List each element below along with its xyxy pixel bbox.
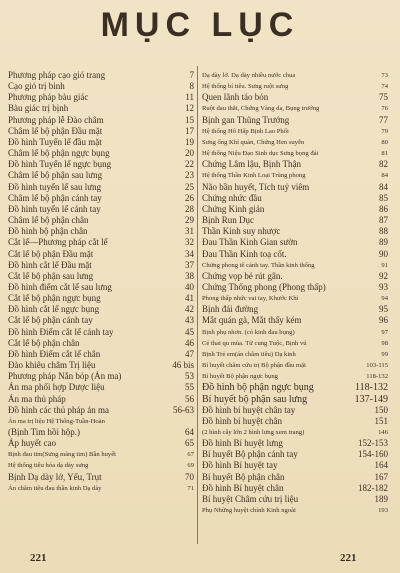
toc-entry-page: 80 [381, 138, 388, 146]
toc-entry-title: Đồ hình bí huyệt chân tay [202, 404, 296, 415]
toc-entry-title: Đồ hình Bí huyệt chân [202, 482, 284, 493]
toc-entry [202, 115, 388, 126]
toc-entry-title: Bí huyết Bộ phận ngực bụng [202, 373, 278, 381]
toc-entry-title: Bịnh gan Thũng Trướng [202, 114, 290, 125]
toc-entry-page: 151 [374, 415, 388, 426]
toc-entry [8, 237, 194, 248]
toc-entry-page: 41 [185, 293, 194, 304]
toc-entry-page: 23 [185, 170, 194, 181]
toc-entry-page: 76 [381, 105, 388, 113]
toc-entry-page: 167 [374, 471, 388, 482]
toc-entry [202, 371, 388, 382]
toc-entry-page: 37 [185, 259, 194, 270]
toc-entry [202, 126, 388, 137]
toc-entry-title: Phương pháp Nắn bóp (Án ma) [8, 371, 122, 382]
toc-entry [202, 382, 388, 393]
toc-entry-page: 65 [185, 438, 194, 449]
toc-entry-title: Não bần huyết, Tích tuỷ viêm [202, 181, 310, 192]
toc-entry-page: 46 bis [172, 360, 194, 371]
toc-entry-title: Bịnh đau tim(Sưng màng tim) Bần huyết [8, 451, 116, 459]
toc-entry [8, 103, 194, 114]
toc-entry [202, 249, 388, 260]
toc-entry-page: 89 [379, 237, 388, 248]
toc-entry-page: 38 [185, 270, 194, 281]
toc-entry-title: Phụ Những huyệt chính Kinh ngoài [202, 507, 296, 515]
toc-entry-title: Án ma phối hợp Dược liệu [8, 382, 105, 393]
toc-entry-title: Mắt quán gà, Mắt thấy kém [202, 315, 302, 326]
toc-entry [8, 460, 194, 471]
toc-entry [202, 170, 388, 181]
toc-entry-page: 43 [185, 315, 194, 326]
toc-entry [8, 126, 194, 137]
toc-entry [202, 360, 388, 371]
toc-entry-page: 17 [185, 125, 194, 136]
toc-entry [8, 148, 194, 159]
toc-entry-page: 29 [185, 215, 194, 226]
toc-entry-title: Cắt lể bộ phận sau lưng [8, 270, 94, 281]
toc-entry [8, 438, 194, 449]
toc-entry-title: Đồ hình Bí huyệt tay [202, 460, 278, 471]
toc-entry [8, 304, 194, 315]
toc-entry [202, 338, 388, 349]
toc-entry-title: Hệ thống bí tiêu. Sưng ruột sưng [202, 83, 289, 91]
toc-entry-title: Hệ thống Thần Kinh Loại Trùng phong [202, 172, 306, 180]
toc-entry-title: Bí huyết Bộ phận cánh tay [202, 449, 298, 460]
toc-entry-page: 96 [379, 315, 388, 326]
toc-entry [202, 92, 388, 103]
toc-entry-title: Châm lể bộ phận ngực bụng [8, 148, 110, 159]
toc-entry-page: 152-153 [358, 438, 388, 449]
toc-entry-page: 154-160 [358, 449, 388, 460]
toc-entry [202, 505, 388, 516]
toc-entry-title: Chứng nhức đầu [202, 192, 262, 203]
toc-entry-title: Phương pháp bàu giác [8, 92, 89, 103]
toc-entry-title: Chứng Thống phong (Phong thấp) [202, 281, 326, 292]
toc-entry [202, 494, 388, 505]
toc-entry-title: Đào khiêu châm Trị liệu [8, 360, 96, 371]
toc-entry-page: 146 [378, 429, 388, 436]
toc-entry [202, 237, 388, 248]
toc-entry-title: (2 hình cây lớn 2 hình lưng xem trang) [202, 429, 305, 436]
toc-entry [8, 215, 194, 226]
toc-entry-title: Áp huyết cao [8, 438, 56, 449]
toc-entry-title: Đồ hình Điểm cắt lể cánh tay [8, 326, 114, 337]
toc-entry [8, 327, 194, 338]
toc-entry-page: 40 [185, 281, 194, 292]
toc-entry-title: Cắt lể bộ phận Đầu mặt [8, 248, 94, 259]
toc-entry-page: 94 [381, 295, 388, 303]
toc-entry [202, 483, 388, 494]
toc-entry [202, 349, 388, 360]
toc-entry-page: 45 [185, 326, 194, 337]
toc-entry [8, 260, 194, 271]
toc-entry [8, 137, 194, 148]
toc-entry [202, 148, 388, 159]
toc-entry [202, 416, 388, 427]
toc-entry-page: 88 [379, 226, 388, 237]
toc-entry [8, 427, 194, 438]
toc-entry-title: Châm lể bộ phận Đầu mặt [8, 125, 103, 136]
toc-entry [8, 483, 194, 494]
toc-entry-page: 7 [189, 70, 194, 80]
toc-entry-page: 86 [379, 203, 388, 214]
toc-entry [202, 394, 388, 405]
toc-entry-page: 19 [185, 136, 194, 147]
toc-entry-title: Hệ thống Niệu Đạo Sinh dục Sưng bọng đái [202, 150, 319, 158]
toc-entry-title: Đau Thần Kinh toạ cốt. [202, 248, 287, 259]
toc-entry [8, 115, 194, 126]
toc-entry [202, 449, 388, 460]
toc-entry-page: 75 [379, 92, 388, 103]
toc-entry-page: 56 [185, 393, 194, 404]
toc-entry-page: 90 [379, 248, 388, 259]
toc-entry-page: 77 [379, 114, 388, 125]
toc-entry-title: Đồ hình bộ phận ngực bụng [202, 382, 314, 394]
toc-entry-title: Đồ hình Điểm cắt lể chân [8, 348, 101, 359]
toc-entry [202, 260, 388, 271]
toc-entry-title: Cạo gió trị binh [8, 81, 65, 92]
toc-entry-title: Đồ hình bộ phận chân [8, 226, 88, 237]
toc-entry [8, 249, 194, 260]
toc-entry [8, 416, 194, 427]
toc-entry-title: Bịnh Trẻ em(án châm tiêu) Dạ kinh [202, 350, 296, 358]
toc-entry-page: 103-115 [366, 362, 388, 370]
toc-entry [202, 327, 388, 338]
toc-entry-page: 182-182 [358, 482, 388, 493]
toc-entry-title: Cắt lể bộ phận cánh tay [8, 315, 93, 326]
toc-entry [202, 315, 388, 326]
toc-entry-page: 53 [185, 371, 194, 382]
toc-entry-page: 12 [185, 103, 194, 114]
toc-entry [8, 271, 194, 282]
toc-entry-page: 97 [381, 328, 388, 336]
toc-entry [8, 159, 194, 170]
toc-entry-title: Quen lãnh táo bón [202, 92, 269, 103]
toc-entry [8, 338, 194, 349]
toc-entry [202, 460, 388, 471]
toc-entry [8, 349, 194, 360]
toc-entry-page: 91 [381, 261, 388, 269]
toc-entry-title: Đồ hình Tuyển lể đầu mặt [8, 136, 102, 147]
toc-entry [8, 204, 194, 215]
toc-entry-title: Bịnh Run Dục [202, 215, 255, 226]
left-column [8, 70, 194, 494]
toc-entry-page: 47 [185, 348, 194, 359]
toc-entry [202, 293, 388, 304]
toc-entry-title: Đồ hình bí huyệt chân [202, 415, 282, 426]
toc-entry [202, 193, 388, 204]
right-column [202, 70, 388, 516]
toc-entry [8, 371, 194, 382]
toc-entry-page: 81 [381, 150, 388, 158]
toc-entry-title: Đồ hình điểm cắt lể sau lưng [8, 281, 112, 292]
toc-entry [8, 293, 194, 304]
toc-entry-page: 70 [185, 471, 194, 482]
toc-entry-page: 189 [374, 493, 388, 504]
toc-entry [202, 226, 388, 237]
toc-entry-page: 98 [381, 339, 388, 347]
toc-entry [8, 405, 194, 416]
toc-entry-page: 26 [185, 192, 194, 203]
toc-entry [8, 70, 194, 81]
toc-entry-page: 8 [189, 81, 194, 92]
toc-entry-title: Phương pháp cạo gió trang [8, 70, 106, 80]
toc-entry-page: 67 [187, 451, 194, 459]
toc-entry-title: Đồ hình Bí huyệt lưng [202, 438, 283, 449]
toc-entry-page: 46 [185, 337, 194, 348]
toc-entry-page: 31 [185, 226, 194, 237]
toc-entry-title: Bí huyết châm cứu trị Bộ phận đầu mặt [202, 362, 306, 370]
toc-entry [202, 137, 388, 148]
toc-entry-title: Sưng ống Khí quản, Chứng Hen suyễn [202, 138, 305, 146]
toc-entry-page: 93 [379, 281, 388, 292]
toc-entry-title: Châm lể bộ phận sau lưng [8, 170, 103, 181]
toc-entry-page: 25 [185, 181, 194, 192]
toc-entry-page: 150 [374, 404, 388, 415]
toc-entry [202, 70, 388, 81]
toc-entry-title: Chứng vọp bẻ rút gân. [202, 270, 283, 281]
toc-entry-page: 164 [374, 460, 388, 471]
toc-entry-title: Bí huyết bộ phận sau lưng [202, 393, 308, 405]
toc-entry-title: Phương pháp lễ Đào châm [8, 114, 104, 125]
toc-entry [202, 271, 388, 282]
toc-entry [202, 282, 388, 293]
toc-entry-page: 69 [187, 462, 194, 470]
toc-entry [8, 81, 194, 92]
toc-entry-title: Bí huyệt Châm cứu trị liệu [202, 493, 299, 504]
toc-entry [8, 92, 194, 103]
toc-entry-page: 79 [381, 127, 388, 135]
toc-entry [202, 204, 388, 215]
toc-entry-title: Châm lể bộ phận chân [8, 215, 89, 226]
page-title: MỤC LỤC [100, 6, 300, 44]
toc-entry [8, 315, 194, 326]
toc-entry [202, 103, 388, 114]
toc-entry [202, 304, 388, 315]
toc-entry [202, 81, 388, 92]
toc-entry-title: Án ma trị liệu Hệ Thống-Tuần-Hoàn [8, 417, 105, 425]
toc-entry-page: 84 [379, 181, 388, 192]
toc-entry-page: 28 [185, 203, 194, 214]
toc-entry [8, 449, 194, 460]
toc-entry-page: 84 [381, 172, 388, 180]
toc-entry-title: Bịnh đái đường [202, 304, 259, 315]
toc-entry-page: 92 [379, 270, 388, 281]
toc-entry-page: 11 [185, 92, 194, 103]
toc-entry-title: (Bịnh Tim hồi hộp.) [8, 427, 81, 437]
toc-entry-page: 95 [379, 304, 388, 315]
toc-entry-title: Đau Thần Kinh Gian sườn [202, 237, 298, 248]
toc-entry-title: Bịnh Dạ dày lở, Yếu, Trụt [8, 471, 102, 482]
toc-entry-page: 71 [187, 484, 194, 492]
toc-entry-title: Hệ thống Hô Hấp Bịnh Lao Phổi [202, 127, 289, 135]
toc-entry-title: Đồ hình tuyển lể cánh tay [8, 203, 101, 214]
toc-entry-title: Chứng Lâm lậu, Bịnh Thận [202, 159, 301, 170]
toc-entry [8, 170, 194, 181]
toc-entry-page: 32 [185, 237, 194, 248]
toc-entry [202, 405, 388, 416]
footer-page-number-left: 221 [30, 552, 47, 564]
toc-entry-page: 118-132 [366, 373, 388, 381]
toc-entry-page: 137-149 [354, 393, 388, 405]
toc-entry [8, 182, 194, 193]
toc-entry-page: 56-63 [173, 404, 194, 415]
toc-entry-title: Đồ hình tuyển lể sau lưng [8, 181, 102, 192]
toc-entry-title: Chứng phong tê cánh tay. Thần kinh thống [202, 261, 315, 269]
toc-entry-page: 193 [378, 507, 388, 515]
toc-entry-title: Châm lể bộ phận cánh tay [8, 192, 102, 203]
toc-entry-title: Đồ hình cắt lể Đầu mặt [8, 259, 92, 270]
toc-entry-page: 87 [379, 215, 388, 226]
toc-entry-page: 34 [185, 248, 194, 259]
toc-entry-title: Chứng Kinh giản [202, 203, 265, 214]
toc-entry [202, 182, 388, 193]
toc-entry-page: 15 [185, 114, 194, 125]
toc-entry-title: Đồ hình cắt lể ngực bụng [8, 304, 100, 315]
toc-entry-page: 42 [185, 304, 194, 315]
toc-entry-title: Cẻ thai qu mùa. Tử cung Tuộc, Bịnh vú [202, 339, 307, 347]
toc-entry-page: 55 [185, 382, 194, 393]
toc-entry-page: 118-132 [355, 382, 388, 394]
toc-entry-title: Cắt lể bộ phận chân [8, 337, 80, 348]
toc-entry-title: Thần Kinh suy nhược [202, 226, 281, 237]
toc-entry-page: 20 [185, 148, 194, 159]
toc-entry [8, 282, 194, 293]
toc-entry-page: 74 [381, 83, 388, 91]
toc-entry-title: Ruột dau thắt, Chứng Vàng da, Bụng trướng [202, 105, 320, 113]
toc-entry-page: 99 [381, 350, 388, 358]
toc-entry-title: Cắt lể bộ phận ngực bụng [8, 293, 101, 304]
toc-entry-title: Hệ thống tiêu hóa dạ dày sưng [8, 462, 89, 470]
toc-entry-title: Bí huyết Bộ phận chân [202, 471, 285, 482]
toc-entry [8, 472, 194, 483]
toc-entry-title: Phong thấp nhức vai tay, Khước Khí [202, 295, 299, 303]
toc-entry-title: Án châm tiêu đau thần kinh Dạ dày [8, 484, 102, 492]
toc-entry-title: Đồ hình các thủ pháp án ma [8, 404, 109, 415]
toc-entry [202, 215, 388, 226]
toc-entry-page: 64 [185, 427, 194, 437]
toc-entry [202, 438, 388, 449]
toc-entry-title: Bịnh phụ nhơn. (có kinh đau bụng) [202, 328, 295, 336]
toc-entry-page: 73 [381, 72, 388, 79]
toc-entry [8, 360, 194, 371]
toc-entry-page: 22 [185, 159, 194, 170]
toc-entry-title: Cắt lể—Phương pháp cắt lể [8, 237, 108, 248]
toc-entry-title: Án ma thủ pháp [8, 393, 66, 404]
toc-entry-page: 82 [379, 159, 388, 170]
footer-page-number-right: 221 [340, 552, 357, 564]
toc-entry-title: Đồ hình Tuyển lể ngực bụng [8, 159, 112, 170]
toc-entry [202, 472, 388, 483]
toc-entry [202, 159, 388, 170]
toc-entry-page: 85 [379, 192, 388, 203]
toc-entry-title: Bàu giác trị bịnh [8, 103, 69, 114]
column-divider [197, 66, 198, 544]
toc-entry-title: Dạ dày lở. Dạ dày nhiều nước chua [202, 72, 296, 79]
toc-entry [8, 226, 194, 237]
toc-entry [8, 382, 194, 393]
toc-entry [8, 394, 194, 405]
toc-entry [8, 193, 194, 204]
toc-entry [202, 427, 388, 438]
